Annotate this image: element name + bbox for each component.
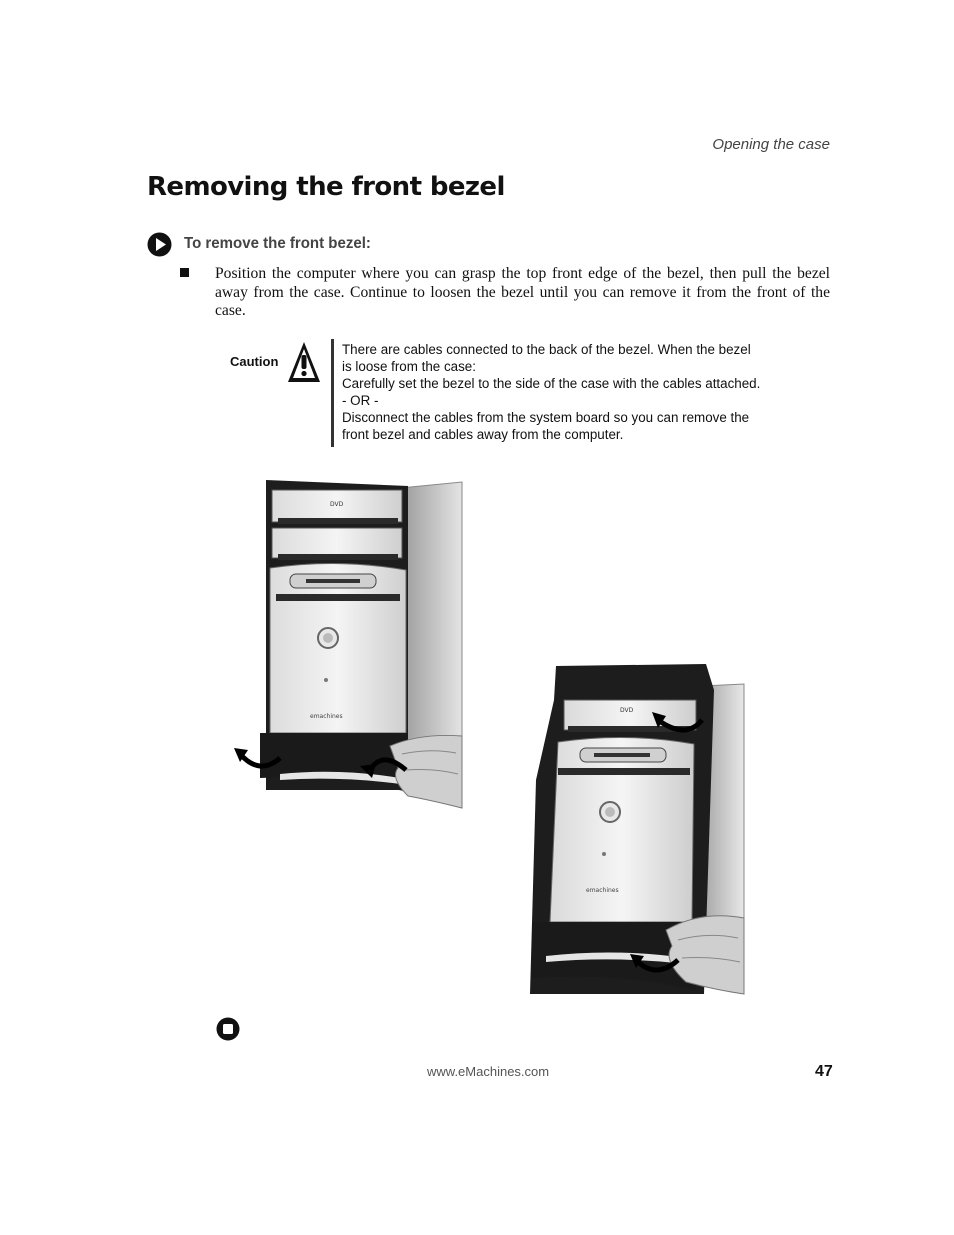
caution-line: Disconnect the cables from the system board so you can remove the [342, 410, 750, 425]
brand-label: emachines [310, 713, 343, 720]
caution-line: front bezel and cables away from the computer. [342, 427, 624, 442]
caution-line: There are cables connected to the back of the bezel. When the bezel [342, 342, 751, 357]
caution-line: - OR - [342, 393, 379, 408]
bullet-square [180, 268, 189, 277]
stop-square-icon [216, 1017, 240, 1041]
footer-url: www.eMachines.com [427, 1064, 550, 1079]
play-arrow-icon [147, 232, 172, 257]
brand-label: emachines [586, 887, 619, 894]
caution-rule [331, 339, 334, 447]
caution-line: is loose from the case: [342, 359, 476, 374]
caution-line: Carefully set the bezel to the side of the case with the cables attached. [342, 376, 761, 391]
page-title: Removing the front bezel [147, 172, 505, 202]
drive-label: DVD [330, 501, 344, 508]
caution-text [342, 341, 772, 443]
caution-label: Caution [230, 354, 279, 369]
running-head: Opening the case [712, 136, 830, 153]
procedure-heading: To remove the front bezel: [184, 235, 371, 252]
figure-bezel-removing [526, 660, 748, 998]
warning-icon [286, 340, 322, 384]
page-number: 47 [815, 1063, 833, 1080]
procedure-step: Position the computer where you can grasp the top front edge of the bezel, then pull the bezel away from the case. Continue to loosen the bezel until you can remove it from the front of the case. [215, 265, 830, 319]
figure-bezel-loosening [230, 478, 470, 808]
drive-label: DVD [620, 707, 634, 714]
